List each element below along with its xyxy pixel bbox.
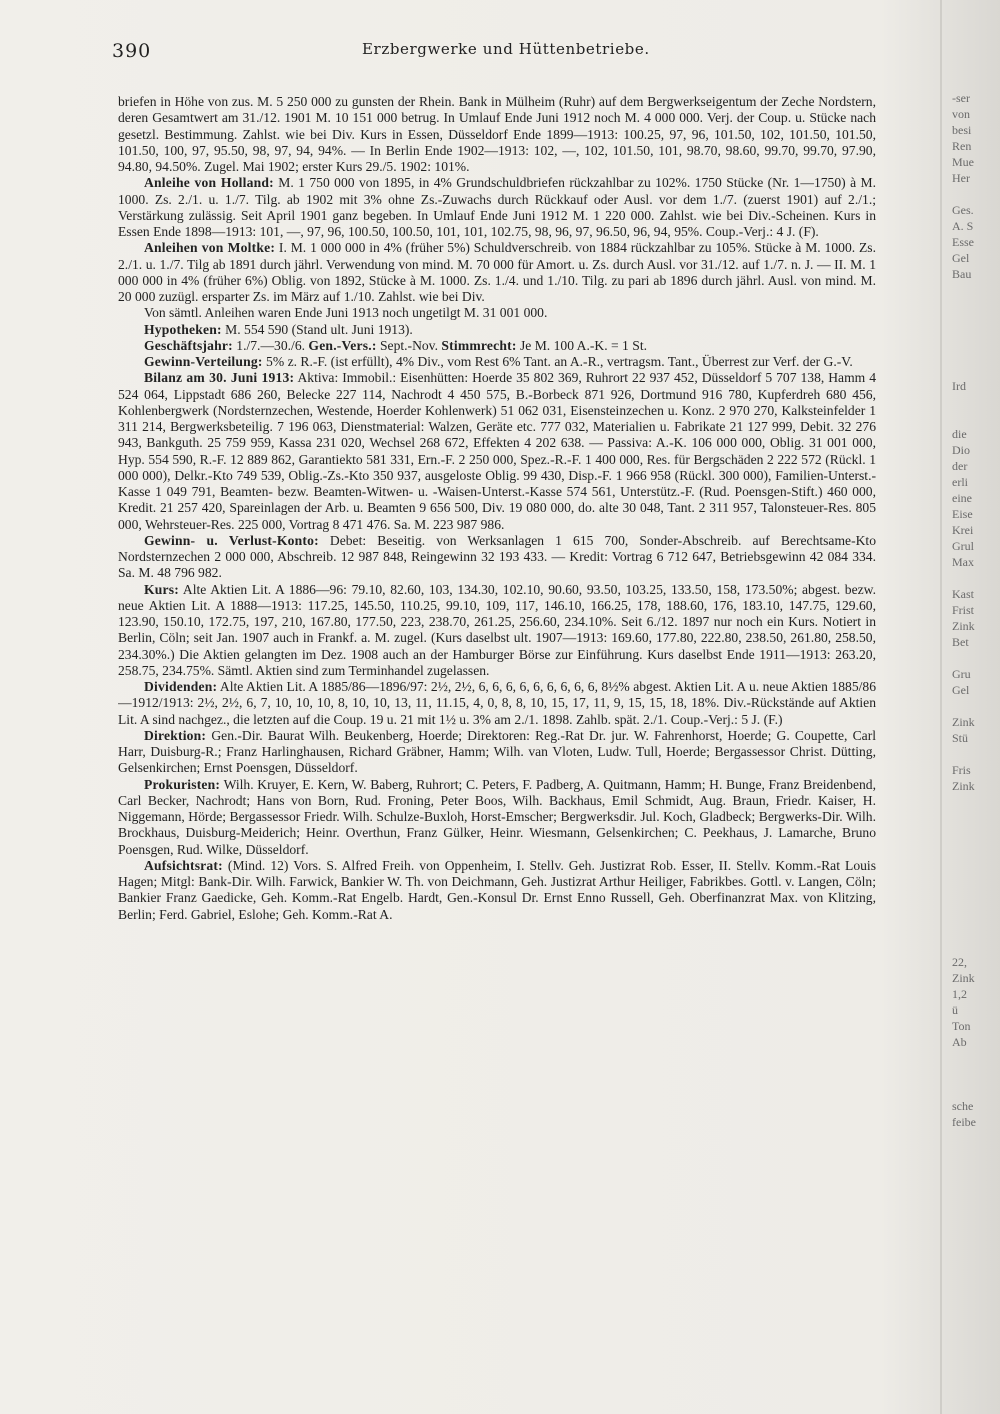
paragraph-text: 1./7.—30./6. — [232, 337, 309, 353]
paragraph — [118, 305, 876, 321]
paragraph — [118, 240, 876, 305]
paragraph-label: Hypotheken: — [144, 321, 222, 337]
scan-edge — [940, 0, 942, 1414]
margin-fragment: Krei — [952, 523, 974, 537]
margin-fragment: Ab — [952, 1035, 967, 1049]
margin-fragment — [952, 874, 1000, 890]
margin-fragment — [952, 1082, 1000, 1098]
paragraph — [118, 370, 876, 533]
paragraph — [118, 777, 876, 858]
margin-fragment — [952, 330, 1000, 346]
margin-fragment — [952, 890, 1000, 906]
paragraph-label: Stimmrecht: — [441, 337, 517, 353]
paragraph — [118, 94, 876, 175]
paragraph-text: 5% z. R.-F. (ist erfüllt), 4% Div., vom Rest 6% Tant. an A.-R., vertragsm. Tant., Überrest zur Verf. der G.-V. — [262, 354, 853, 369]
margin-fragment: Bet — [952, 635, 969, 649]
margin-fragment — [952, 282, 1000, 298]
margin-fragment: eine — [952, 491, 972, 505]
paragraph-text: (Mind. 12) Vors. S. Alfred Freih. von Oppenheim, I. Stellv. Geh. Justizrat Rob. Esser, II. Stellv. Komm.-Rat Louis Hagen; Mitgl: Bank-Dir. Wilh. Farwick, Bankier W. Th. von Deichmann, Geh. Justizrat Arthur Heiliger, Fabrikbes. Gottl. v. Langen, Cöln; Bankier Franz Gaedicke, Geh. Komm.-Rat Engelb. Hardt, Gen.-Konsul Dr. Ernst Enno Russell, Geh. Oberfinanzrat Max. von Klitzing, Berlin; Ferd. Gabriel, Eslohe; Geh. Komm.-Rat A. — [118, 857, 876, 922]
margin-fragment: Bau — [952, 267, 972, 281]
margin-fragment: feibe — [952, 1115, 976, 1129]
margin-fragment: Ton — [952, 1019, 971, 1033]
paragraph — [118, 679, 876, 728]
paragraph-text: Debet: Beseitig. von Werksanlagen 1 615 700, Sonder-Abschreib. auf Berechtsame-Kto Nordsternzechen 2 000 000, Abschreib. 12 987 848, Reingewinn 32 193 433. — Kredit: Vortrag 6 712 647, Betriebsgewinn 42 084 334. Sa. M. 48 796 982. — [118, 532, 876, 581]
margin-fragment: Ird — [952, 379, 966, 393]
margin-fragment — [952, 410, 1000, 426]
paragraph — [118, 354, 876, 370]
paragraph-label: Geschäftsjahr: — [144, 337, 233, 353]
margin-fragment — [952, 810, 1000, 826]
running-head: Erzbergwerke und Hüttenbetriebe. — [362, 40, 650, 58]
margin-fragment — [952, 698, 1000, 714]
paragraph — [118, 582, 876, 680]
paragraph-text: Gen.-Dir. Baurat Wilh. Beukenberg, Hoerde; Direktoren: Reg.-Rat Dr. jur. W. Fahrenhorst, Hoerde; G. Coupette, Carl Harr, Duisburg-R.; Franz Harlinghausen, Richard Gräbner, Hamm; Wilh. van Vloten, Ludw. Tull, Hoerde; Bergassessor Christ. Dütting, Gelsenkirchen; Ernst Poensgen, Düsseldorf. — [118, 727, 876, 776]
page-number: 390 — [112, 40, 152, 62]
margin-fragment — [952, 186, 1000, 202]
paragraph-text: Sept.-Nov. — [376, 337, 442, 353]
margin-fragment: Gel — [952, 251, 970, 265]
margin-fragment: Max — [952, 555, 974, 569]
margin-fragment — [952, 570, 1000, 586]
paragraph — [118, 338, 876, 354]
paragraph-label: Kurs: — [144, 581, 179, 597]
paragraph-label: Gen.-Vers.: — [308, 337, 377, 353]
body-text — [118, 94, 876, 1359]
margin-fragment — [952, 842, 1000, 858]
paragraph — [118, 728, 876, 777]
margin-fragment: Eise — [952, 507, 973, 521]
margin-fragment: 22, — [952, 955, 967, 969]
paragraph-label: Gewinn- u. Verlust-Konto: — [144, 532, 319, 548]
margin-fragment — [952, 922, 1000, 938]
margin-fragment — [952, 794, 1000, 810]
margin-fragment: besi — [952, 123, 972, 137]
margin-fragment: Ges. — [952, 203, 974, 217]
margin-fragment — [952, 858, 1000, 874]
margin-fragment: Esse — [952, 235, 974, 249]
paragraph-text: briefen in Höhe von zus. M. 5 250 000 zu gunsten der Rhein. Bank in Mülheim (Ruhr) auf dem Bergwerkseigentum der Zeche Nordstern, deren Gesamtwert am 31./12. 1901 M. 10 151 000 betrug. In Umlauf Ende Juni 1912 noch M. 4 000 000. Verj. der Coup. u. Stücke nach gesetzl. Bestimmung. Zahlst. wie bei Div. Kurs in Essen, Düsseldorf Ende 1899—1913: 100.25, 97, 96, 101.50, 102, 101.50, 101.50, 101.50, 100, 97, 95.50, 98, 97, 94, 94%. — In Berlin Ende 1902—1913: 102, —, 102, 101.50, 101, 98.70, 98.60, 99.70, 99.70, 97.90, 94.80, 94.50%. Zugel. Mai 1902; erster Kurs 29./5. 1902: 101%. — [118, 94, 876, 174]
paragraph-text: Von sämtl. Anleihen waren Ende Juni 1913 noch ungetilgt M. 31 001 000. — [144, 305, 548, 321]
margin-fragment: der — [952, 459, 968, 473]
margin-fragment — [952, 1066, 1000, 1082]
paragraph-label: Anleihen von Moltke: — [144, 240, 276, 256]
margin-fragment: Fris — [952, 763, 971, 777]
margin-fragment: Kast — [952, 587, 974, 601]
margin-fragment: Zink — [952, 715, 975, 729]
paragraph — [118, 322, 876, 338]
paragraph-text: Aktiva: Immobil.: Eisenhütten: Hoerde 35 802 369, Ruhrort 22 937 452, Düsseldorf 5 707 138, Hamm 4 524 064, Lippstadt 686 260, Belecke 227 114, Nachrodt 4 450 575, B.-Borbeck 871 926, Dortmund 916 780, Kupferdreh 680 456, Kohlenbergwerk (Nordsternzechen, Westende, Hoerder Kohlenwerk) 51 062 031, Eisensteinzechen u. Konz. 2 970 270, Kalksteinfelder 1 311 214, Bergwerksbeteilig. 7 196 063, Dienstmaterial: Walzen, Geräte etc. 777 032, Materialien u. Fabrikate 21 127 999, Debit. 32 276 943, Bankguth. 25 759 959, Kassa 231 020, Wechsel 268 672, Effekten 4 202 638. — Passiva: A.-K. 106 000 000, Oblig. 31 001 000, Hyp. 554 590, R.-F. 12 889 862, Garantiekto 581 331, Ern.-F. 2 250 000, Spez.-R.-F. 1 400 000, Res. für Bergschäden 2 222 572 (Rückl. 1 000 000), Delkr.-Kto 749 539, Oblig.-Zs.-Kto 350 937, ausgeloste Oblig. 99 430, Disp.-F. 1 966 958 (Rückl. 300 000), Familien-Unterst.-Kasse 1 049 791, Beamten- bezw. Beamten-Witwen- u. -Waisen-Unterst.-Kasse 574 561, Unterstütz.-F. (Rud. Poensgen-Stift.) 460 000, Kredit. 21 257 420, Spareinlagen der Arb. u. Beamten 9 656 500, Div. 19 080 000, do. alte 30 048, Tant. 2 311 957, Talonsteuer-Res. 805 000, Wehrsteuer-Res. 225 000, Vortrag 8 471 476. Sa. M. 223 987 986. — [118, 370, 876, 532]
paragraph-label: Bilanz am 30. Juni 1913: — [144, 370, 295, 386]
margin-fragment — [952, 394, 1000, 410]
paragraph — [118, 858, 876, 923]
margin-fragment — [952, 938, 1000, 954]
paragraph-label: Prokuristen: — [144, 776, 221, 792]
paragraph-text: Wilh. Kruyer, E. Kern, W. Baberg, Ruhrort; C. Peters, F. Padberg, A. Quitmann, Hamm; H. Bunge, Franz Breidenbend, Carl Becker, Nachrodt; Hans von Born, Rud. Froning, Peter Boos, Wilh. Backhaus, Emil Schmidt, Aug. Braun, Friedr. Kaiser, H. Niggemann, Hörde; Bergassessor Friedr. Wilh. Schulze-Buxloh, Horst-Emscher; Bergwerksdir. Jul. Koch, Gladbeck; Bergwerks-Dir. Wilh. Brockhaus, Duisburg-Meiderich; Heinr. Overthun, Franz Gülker, Heinr. Wiesmann, Gelsenkirchen; C. Peekhaus, J. Lamarche, Bruno Poensgen, Rud. Wilke, Düsseldorf. — [118, 776, 876, 857]
margin-fragment: -ser — [952, 91, 970, 105]
margin-fragment: Her — [952, 171, 970, 185]
paragraph-text: Alte Aktien Lit. A 1886—96: 79.10, 82.60, 103, 134.30, 102.10, 90.60, 93.50, 103.25, 133.50, 158, 173.50%; abgest. bezw. neue Aktien Lit. A 1888—1913: 117.25, 145.50, 110.25, 99.10, 109, 117, 146.10, 166.25, 178, 188.60, 176, 183.10, 147.75, 129.60, 123.90, 150.10, 172.75, 197, 210, 167.80, 177.50, 223, 238.70, 261.25, 256.60, 234.10%. Seit 6./12. 1897 nur noch ein Kurs. Notiert in Berlin, Cöln; seit Jan. 1907 auch in Frankf. a. M. zugel. (Kurs daselbst ult. 1907—1913: 169.60, 177.80, 222.80, 238.50, 261.80, 258.50, 234.30%.) Die Aktien gelangten im Dez. 1908 auch an der Hamburger Börse zur Einführung. Kurs daselbst Ende 1911—1913: 263.20, 258.75, 234.75%. Sämtl. Aktien sind zum Terminhandel zugelassen. — [118, 581, 876, 678]
margin-fragment: ü — [952, 1003, 958, 1017]
margin-fragment — [952, 1050, 1000, 1066]
margin-fragment: Mue — [952, 155, 974, 169]
paragraph — [118, 175, 876, 240]
adjacent-page-margin — [952, 90, 1000, 1390]
margin-fragment: Dio — [952, 443, 970, 457]
margin-fragment: sche — [952, 1099, 974, 1113]
paragraph-label: Gewinn-Verteilung: — [144, 354, 263, 369]
margin-fragment: Gru — [952, 667, 971, 681]
margin-fragment: Zink — [952, 619, 975, 633]
paragraph-label: Anleihe von Holland: — [144, 175, 274, 191]
margin-fragment — [952, 298, 1000, 314]
margin-fragment: erli — [952, 475, 968, 489]
paragraph-text: M. 1 750 000 von 1895, in 4% Grundschuldbriefen rückzahlbar zu 102%. 1750 Stücke (Nr. 1—1750) à M. 1000. Zs. 2./1. u. 1./7. Tilg. ab 1902 mit 3% ohne Zs.-Zuwachs durch Rückkauf oder Ausl. vor dem 1./7. (zuerst 1901) auf 2./1.; Verstärkung zulässig. Seit April 1901 ganz begeben. In Umlauf Ende Juni 1912 M. 1 220 000. Zahlst. wie bei Div.-Scheinen. Kurs in Essen Ende 1898—1913: 101, —, 97, 96, 100.50, 100.50, 101, 101, 102.75, 98, 96, 97, 96.50, 96, 94, 95%. Coup.-Verj.: 4 J. (F). — [118, 175, 876, 239]
paragraph-label: Aufsichtsrat: — [144, 857, 223, 873]
margin-fragment: Frist — [952, 603, 975, 617]
margin-fragment: Gel — [952, 683, 970, 697]
margin-fragment: Stü — [952, 731, 969, 745]
margin-fragment: die — [952, 427, 967, 441]
paragraph — [118, 533, 876, 582]
margin-fragment: Zink — [952, 971, 975, 985]
margin-fragment: Grul — [952, 539, 974, 553]
margin-fragment — [952, 746, 1000, 762]
paragraph-text: M. 554 590 (Stand ult. Juni 1913). — [221, 321, 413, 337]
margin-fragment: A. S — [952, 219, 974, 233]
margin-fragment: Zink — [952, 779, 975, 793]
margin-fragment: Ren — [952, 139, 972, 153]
margin-fragment — [952, 362, 1000, 378]
margin-fragment — [952, 826, 1000, 842]
paragraph-text: Alte Aktien Lit. A 1885/86—1896/97: 2½, 2½, 6, 6, 6, 6, 6, 6, 6, 6, 6, 8½% abgest. Aktien Lit. A u. neue Aktien 1885/86—1912/1913: 2½, 2½, 6, 7, 10, 10, 10, 8, 10, 10, 13, 11, 11.15, 4, 0, 8, 8, 10, 15, 17, 11, 9, 15, 15, 18, 18%. Div.-Rückstände auf Aktien Lit. A sind nachgez., die letzten auf die Coup. 19 u. 21 mit 1½ u. 3% am 2./1. 1898. Zahlb. spät. 2./1. Coup.-Verj.: 5 J. (F.) — [118, 679, 876, 727]
paragraph-label: Dividenden: — [144, 679, 218, 694]
margin-fragment — [952, 346, 1000, 362]
margin-fragment — [952, 314, 1000, 330]
margin-fragment: von — [952, 107, 970, 121]
margin-fragment — [952, 650, 1000, 666]
paragraph-label: Direktion: — [144, 727, 207, 743]
margin-fragment — [952, 906, 1000, 922]
paragraph-text: Je M. 100 A.-K. = 1 St. — [516, 337, 647, 353]
margin-fragment: 1,2 — [952, 987, 967, 1001]
paragraph-text: I. M. 1 000 000 in 4% (früher 5%) Schuldverschreib. von 1884 rückzahlbar zu 105%. Stücke à M. 1000. Zs. 2./1. u. 1./7. Tilg ab 1891 durch jährl. Verwendung von mind. M. 70 000 für Amort. u. Zs. durch Ausl. vor 31./12. auf 1./7. n. J. — II. M. 1 000 000 in 4% (früher 6%) Oblig. von 1892, Stücke à M. 1000. Zs. 1./4. und 1./10. Tilg. zu pari ab 1896 durch jährl. Ausl. von mind. M. 20 000 zuzügl. ersparter Zs. im März auf 1./10. Zahlst. wie bei Div. — [118, 240, 876, 304]
